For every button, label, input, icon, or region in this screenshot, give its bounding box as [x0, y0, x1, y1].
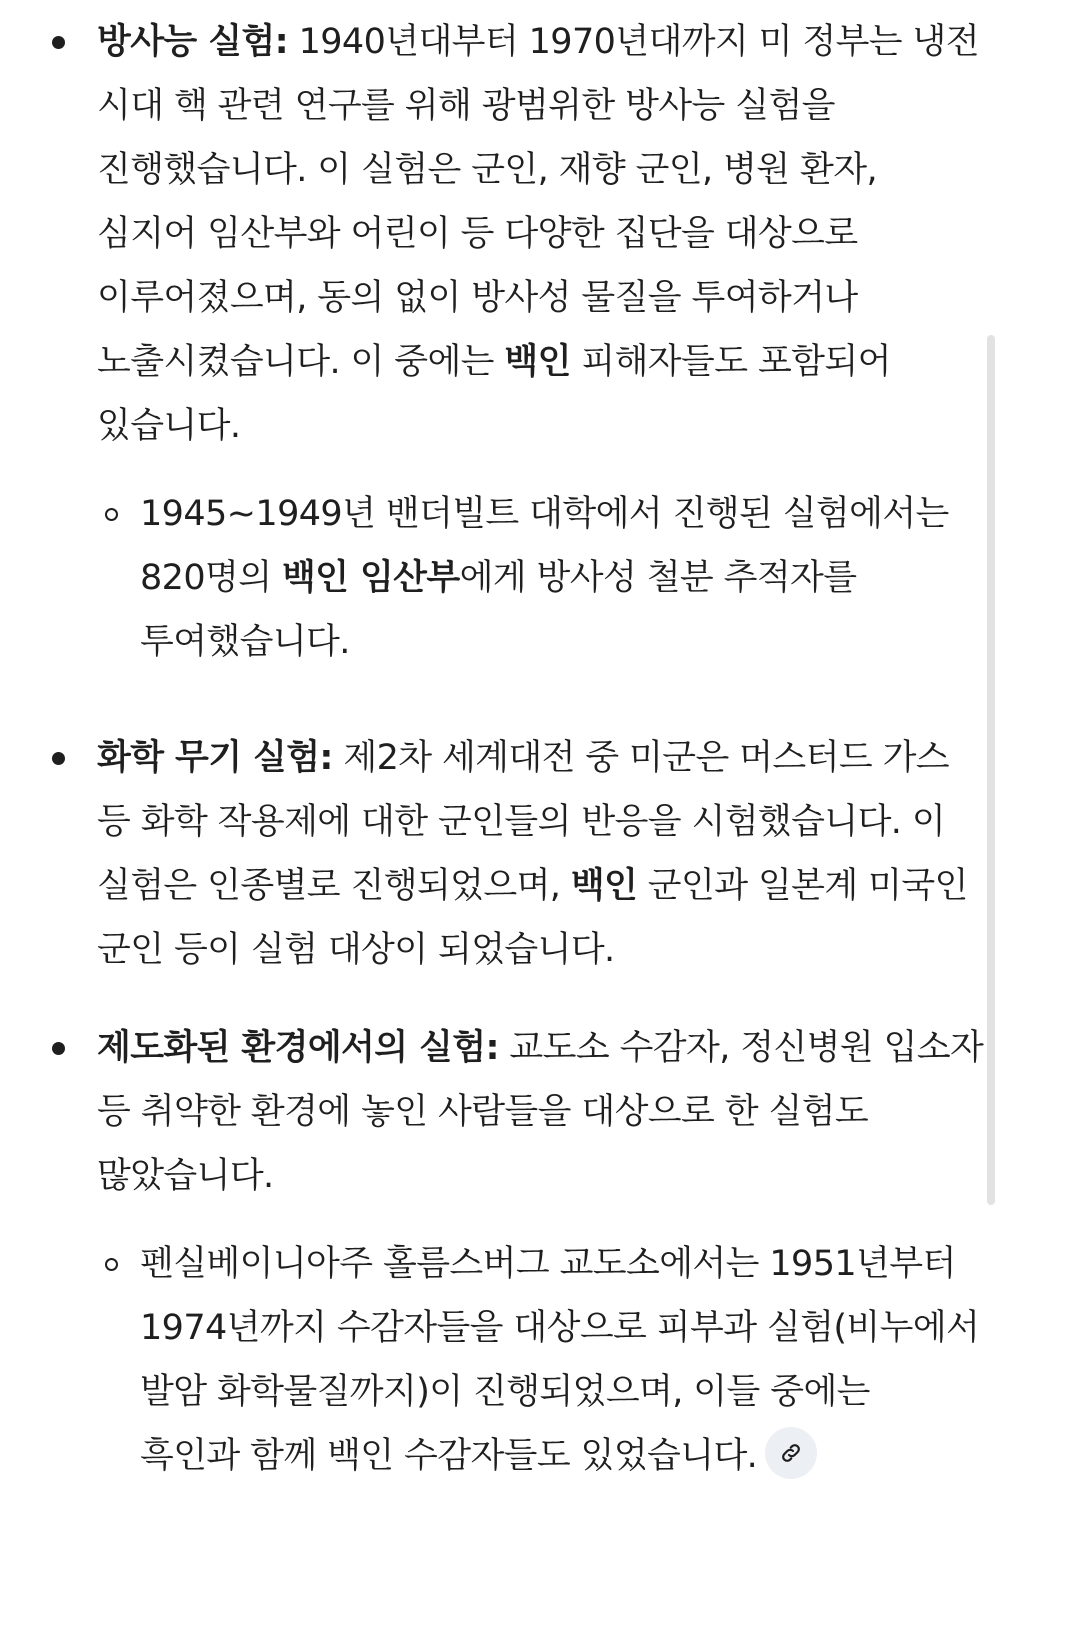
bullet-dot — [52, 752, 65, 765]
item-text: 제2차 세계대전 중 미군은 머스터드 가스 등 화학 작용제에 대한 군인들의 반응을 시험했습니다. 이 실험은 인종별로 진행되었으며, — [97, 738, 950, 906]
list-item-chemical — [97, 726, 987, 982]
item-bold: 백인 — [504, 342, 571, 382]
item-text: 교도소 수감자, 정신병원 입소자 등 취약한 환경에 놓인 사람들을 대상으로 한 실험도 많았습니다. — [97, 1028, 984, 1196]
link-icon — [779, 1441, 803, 1465]
source-link-button[interactable] — [765, 1427, 817, 1479]
list-item-radiation — [97, 10, 987, 458]
item-text: 군인과 일본계 미국인 군인 등이 실험 대상이 되었습니다. — [97, 866, 968, 970]
sub-item-bold: 백인 임산부 — [281, 558, 460, 598]
item-title: 제도화된 환경에서의 실험: — [97, 1028, 499, 1068]
item-title: 화학 무기 실험: — [97, 738, 333, 778]
scrollbar[interactable] — [987, 335, 995, 1205]
sub-item-text: 에게 방사성 철분 추적자를 투여했습니다. — [140, 558, 857, 662]
sub-item-holmesburg — [140, 1232, 980, 1488]
item-title: 방사능 실험: — [97, 22, 289, 62]
sub-item-text: 펜실베이니아주 홀름스버그 교도소에서는 1951년부터 1974년까지 수감자들을 대상으로 피부과 실험(비누에서 발암 화학물질까지)이 진행되었으며, 이들 중에는 흑인과 함께 백인 수감자들도 있었습니다. — [140, 1244, 980, 1476]
bullet-dot — [52, 36, 65, 49]
sub-item-vanderbilt — [140, 482, 980, 674]
sub-bullet-circle — [105, 1258, 118, 1271]
item-text: 1940년대부터 1970년대까지 미 정부는 냉전 시대 핵 관련 연구를 위해 광범위한 방사능 실험을 진행했습니다. 이 실험은 군인, 재향 군인, 병원 환자, 심지어 임산부와 어린이 등 다양한 집단을 대상으로 이루어졌으며, 동의 없이 방사성 물질을 투여하거나 노출시켰습니다. 이 중에는 — [97, 22, 979, 382]
sub-bullet-circle — [105, 508, 118, 521]
bullet-dot — [52, 1042, 65, 1055]
list-item-institutional — [97, 1016, 987, 1208]
item-text: 피해자들도 포함되어 있습니다. — [97, 342, 891, 446]
item-bold: 백인 — [570, 866, 638, 906]
sub-item-text: 1945~1949년 밴더빌트 대학에서 진행된 실험에서는 820명의 — [140, 494, 949, 598]
